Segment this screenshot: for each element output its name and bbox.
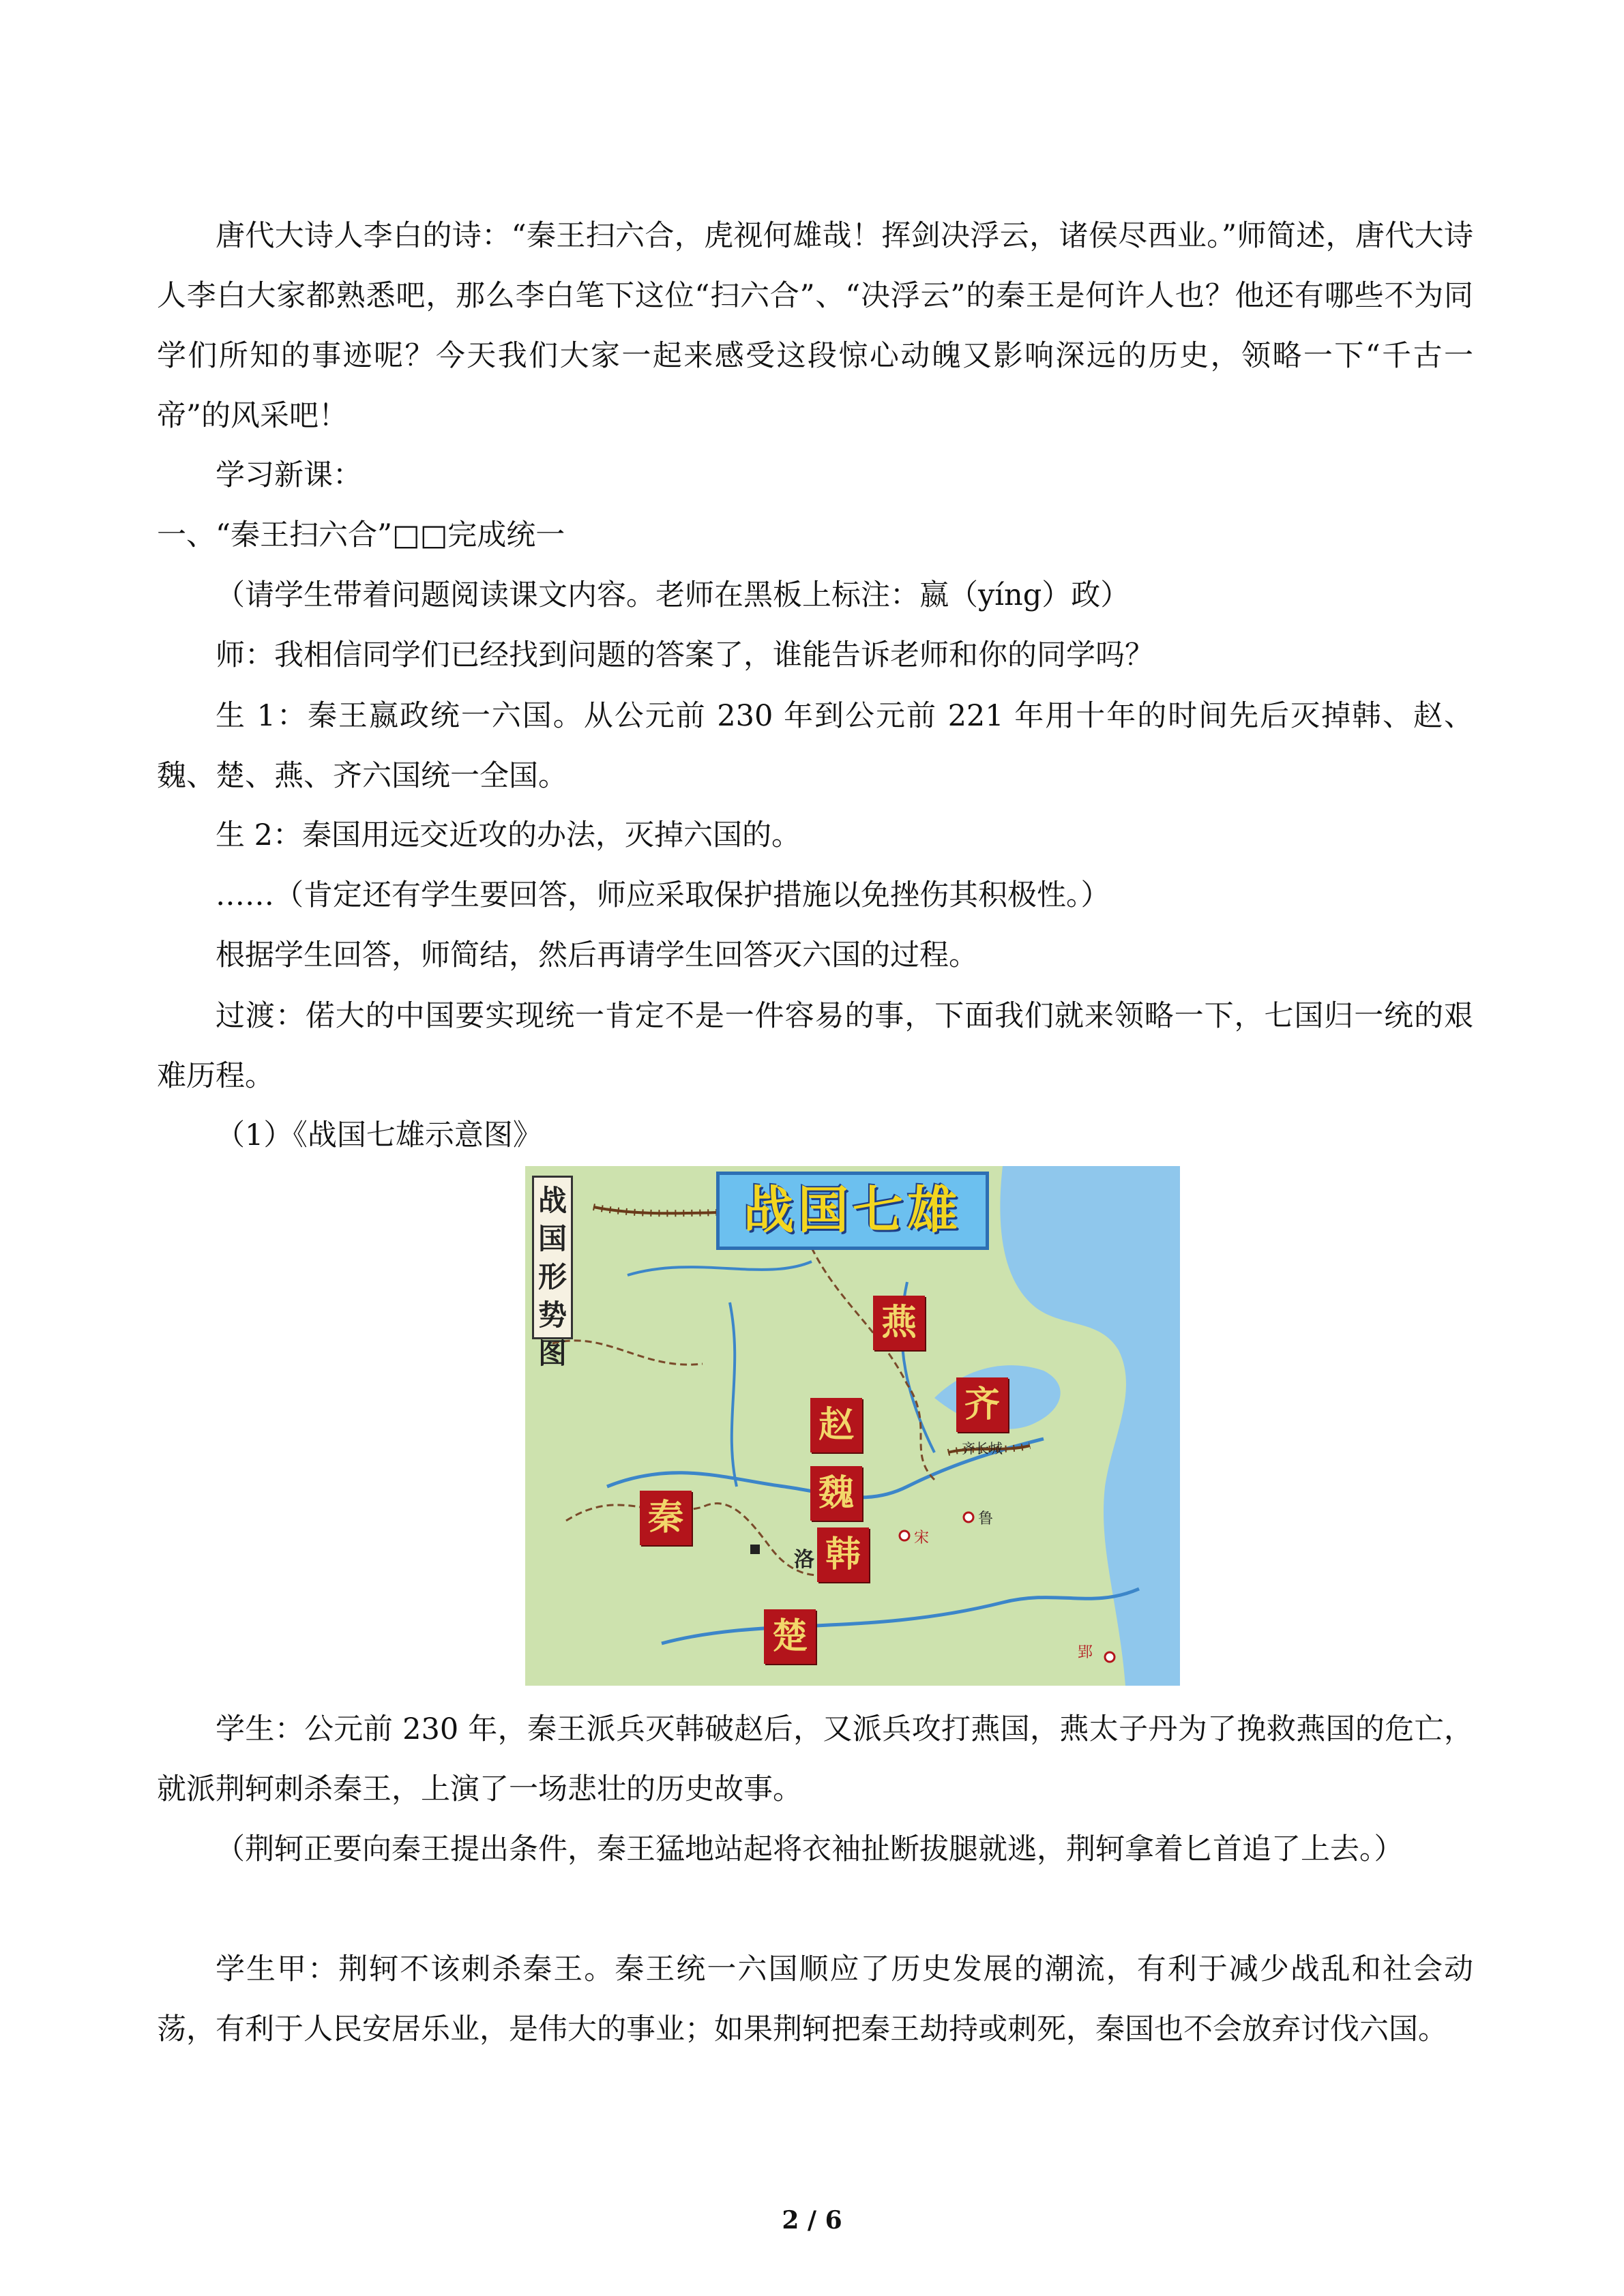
map-label-ying: 郢 — [1078, 1644, 1093, 1661]
map-label-song: 宋 — [914, 1530, 930, 1547]
map-label-lu: 鲁 — [978, 1510, 994, 1527]
paragraph-student-a: 学生甲：荆轲不该刺杀秦王。秦王统一六国顺应了历史发展的潮流，有利于减少战乱和社会动荡，有利于人民安居乐业，是伟大的事业；如果荆轲把秦王劫持或刺死，秦国也不会放弃讨伐六国。 — [157, 1952, 1473, 2046]
state-yan: 燕 — [873, 1296, 925, 1350]
map-side-label: 战国形势图 — [532, 1176, 573, 1339]
paragraph-ellipsis-note: ……（肯定还有学生要回答，师应采取保护措施以免挫伤其积极性。） — [216, 878, 1110, 912]
paragraph-student-story: 学生：公元前 230 年，秦王派兵灭韩破赵后，又派兵攻打燕国，燕太子丹为了挽救燕国的危亡，就派荆轲刺杀秦王，上演了一场悲壮的历史故事。 — [157, 1712, 1473, 1806]
state-han: 韩 — [817, 1527, 869, 1582]
figure-caption: （1）《战国七雄示意图》 — [216, 1118, 542, 1152]
paragraph-new-lesson: 学习新课： — [216, 458, 362, 492]
page-number: 2 / 6 — [782, 2206, 842, 2235]
state-chu: 楚 — [764, 1609, 816, 1664]
state-wei: 魏 — [810, 1466, 862, 1521]
paragraph-student-2: 生 2：秦国用远交近攻的办法，灭掉六国的。 — [216, 818, 801, 852]
paragraph-teacher-question: 师：我相信同学们已经找到问题的答案了，谁能告诉老师和你的同学吗？ — [216, 638, 1154, 672]
section-heading-1: 一、“秦王扫六合”□□完成统一 — [157, 518, 565, 552]
map-title: 战国七雄 — [743, 1181, 962, 1240]
paragraph-intro: 唐代大诗人李白的诗：“秦王扫六合，虎视何雄哉！挥剑决浮云，诸侯尽西业。”师简述，唐代大诗人李白大家都熟悉吧，那么李白笔下这位“扫六合”、“决浮云”的秦王是何许人也？他还有哪些不为同学们所知的事迹呢？今天我们大家一起来感受这段惊心动魄又影响深远的历史，领略一下“千古一帝”的风采吧！ — [157, 219, 1473, 433]
paragraph-jingke-note: （荆轲正要向秦王提出条件，秦王猛地站起将衣袖扯断拔腿就逃，荆轲拿着匕首追了上去。） — [216, 1832, 1404, 1866]
map-label-qi-great-wall: 齐长城 — [962, 1440, 1003, 1457]
paragraph-summary: 根据学生回答，师简结，然后再请学生回答灭六国的过程。 — [216, 938, 978, 972]
map-title-box — [716, 1172, 989, 1250]
state-zhao: 赵 — [810, 1398, 862, 1452]
paragraph-instruction: （请学生带着问题阅读课文内容。老师在黑板上标注：嬴（yíng）政） — [216, 578, 1130, 612]
paragraph-transition: 过渡：偌大的中国要实现统一肯定不是一件容易的事，下面我们就来领略一下，七国归一统的艰难历程。 — [157, 999, 1473, 1093]
state-qi: 齐 — [956, 1377, 1008, 1432]
state-qin: 秦 — [640, 1491, 692, 1545]
map-label-luo: 洛 — [794, 1548, 814, 1572]
paragraph-student-1: 生 1：秦王嬴政统一六国。从公元前 230 年到公元前 221 年用十年的时间先后灭掉韩、赵、魏、楚、燕、齐六国统一全国。 — [157, 699, 1473, 793]
warring-states-map — [525, 1166, 1180, 1686]
